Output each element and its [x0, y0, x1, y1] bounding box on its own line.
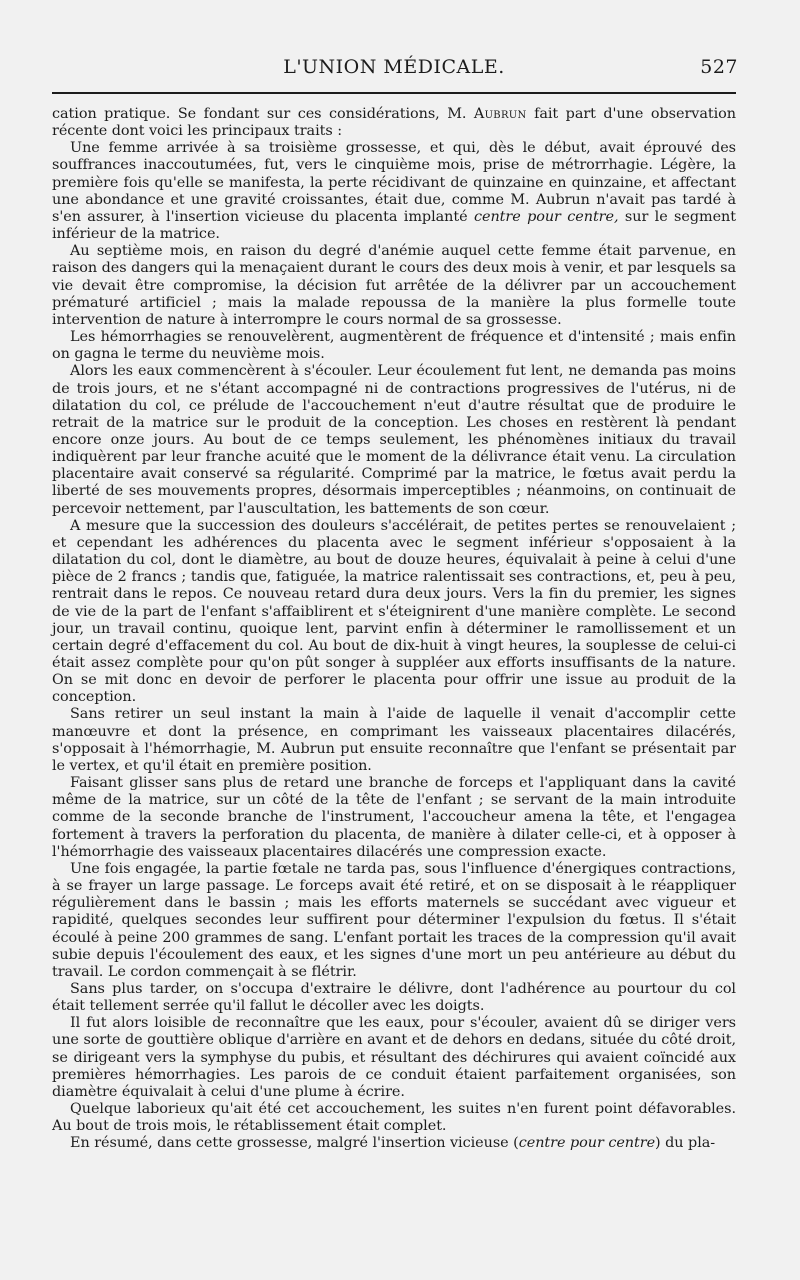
italic-term: centre pour centre, — [473, 208, 619, 225]
paragraph: Sans retirer un seul instant la main à l'aide de laquelle il venait d'accomplir cette manœuvre et dont la présence, en comprimant les vaisseaux placentaires dilacérés, s'opposait à l'hémorrhagie, M. Aubrun put ensuite reconnaître que l'enfant se présentait par le vertex, et qu'il était en première position. — [52, 706, 736, 774]
paragraph: Alors les eaux commencèrent à s'écouler. Leur écoulement fut lent, ne demanda pas moins de trois jours, et ne s'étant accompagné ni de contractions progressives de l'utérus, ni de dilatation du col, ce prélude de l'accouchement n'eut d'autre résultat que de produire le retrait de la matrice sur le produit de la conception. Les choses en restèrent là pendant encore onze jours. Au bout de ce temps seulement, les phénomènes initiaux du travail indiquèrent par leur franche acuité que le moment de la délivrance était venu. La circulation placentaire avait conservé sa régularité. Comprimé par la matrice, le fœtus avait perdu la liberté de ses mouvements propres, désormais imperceptibles ; néanmoins, on continuait de percevoir nettement, par l'auscultation, les battements de son cœur. — [52, 363, 736, 517]
paragraph: Une fois engagée, la partie fœtale ne tarda pas, sous l'influence d'énergiques contractions, à se frayer un large passage. Le forceps avait été retiré, et on se disposait à le réappliquer régulièrement dans le bassin ; mais les efforts maternels se succédant avec vigueur et rapidité, quelques secondes leur suffirent pour déterminer l'expulsion du fœtus. Il s'était écoulé à peine 200 grammes de sang. L'enfant portait les traces de la compression qu'il avait subie depuis l'écoulement des eaux, et les signes d'une mort un peu antérieure au début du travail. Le cordon commençait à se flétrir. — [52, 860, 736, 980]
author-name: Aubrun — [473, 106, 527, 122]
paragraph: Faisant glisser sans plus de retard une branche de forceps et l'appliquant dans la cavité même de la matrice, sur un côté de la tête de l'enfant ; se servant de la main introduite comme de la seconde branche de l'instrument, l'accoucheur amena la tête, et l'engagea fortement à travers la perforation du placenta, de manière à dilater celle-ci, et à opposer à l'hémorrhagie des vaisseaux placentaires dilacérés une compression exacte. — [52, 775, 736, 860]
paragraph: Sans plus tarder, on s'occupa d'extraire le délivre, dont l'adhérence au pourtour du col était tellement serrée qu'il fallut le décoller avec les doigts. — [52, 980, 736, 1015]
paragraph: Les hémorrhagies se renouvelèrent, augmentèrent de fréquence et d'intensité ; mais enfin on gagna le terme du neuvième mois. — [52, 329, 736, 363]
page-number: 527 — [700, 56, 738, 78]
paragraph: En résumé, dans cette grossesse, malgré l'insertion vicieuse (centre pour centre) du pla- — [70, 1135, 716, 1152]
italic-term: centre pour centre — [518, 1135, 656, 1152]
running-header — [52, 56, 736, 86]
paragraph: Une femme arrivée à sa troisième grossesse, et qui, dès le début, avait éprouvé des souffrances inaccoutumées, fut, vers le cinquième mois, prise de métrorrhagie. Légère, la première fois qu'elle se manifesta, la perte récidivant de quinzaine en quinzaine, et affectant une abondance et une gravité croissantes, était due, comme M. Aubrun n'avait pas tardé à s'en assurer, à l'insertion vicieuse du placenta implanté centre pour centre, sur le segment inférieur de la matrice. — [52, 140, 737, 243]
journal-title: L'UNION MÉDICALE. — [283, 56, 505, 78]
paragraph: A mesure que la succession des douleurs s'accélérait, de petites pertes se renouvelaient ; et cependant les adhérences du placenta avec le segment inférieur s'opposaient à la dilatation du col, dont le diamètre, au bout de douze heures, équivalait à peine à celui d'une pièce de 2 francs ; tandis que, fatiguée, la matrice ralentissait ses contractions, et, peu à peu, rentrait dans le repos. Ce nouveau retard dura deux jours. Vers la fin du premier, les signes de vie de la part de l'enfant s'affaiblirent et s'éteignirent d'une manière complète. Le second jour, un travail continu, quoique lent, parvint enfin à déterminer le ramollissement et un certain degré d'effacement du col. Au bout de dix-huit à vingt heures, la souplesse de celui-ci était assez complète pour qu'on pût songer à suppléer aux efforts insuffisants de la nature. On se mit donc en devoir de perforer le placenta pour offrir une issue au produit de la conception. — [52, 517, 736, 706]
paragraph: cation pratique. Se fondant sur ces considérations, M. Aubrun fait part d'une observation récente dont voici les principaux traits : — [52, 106, 736, 140]
header-rule — [52, 92, 736, 94]
paragraph: Il fut alors loisible de reconnaître que les eaux, pour s'écouler, avaient dû se diriger vers une sorte de gouttière oblique d'arrière en avant et de dehors en dedans, située du côté droit, se dirigeant vers la symphyse du pubis, et résultant des déchirures qui avaient coïncidé aux premières hémorrhagies. Les parois de ce conduit étaient parfaitement organisées, son diamètre équivalait à celui d'une plume à écrire. — [52, 1015, 736, 1100]
paragraph: Au septième mois, en raison du degré d'anémie auquel cette femme était parvenue, en raison des dangers qui la menaçaient durant le cours des deux mois à venir, et par lesquels sa vie devait être compromise, la décision fut arrêtée de la délivrer par un accouchement prématuré artificiel ; mais la malade repoussa de la manière la plus formelle toute intervention de nature à interrompre le cours normal de sa grossesse. — [52, 243, 736, 328]
article-body — [52, 106, 736, 1153]
paragraph: Quelque laborieux qu'ait été cet accouchement, les suites n'en furent point défavorables. Au bout de trois mois, le rétablissement était complet. — [52, 1101, 736, 1135]
